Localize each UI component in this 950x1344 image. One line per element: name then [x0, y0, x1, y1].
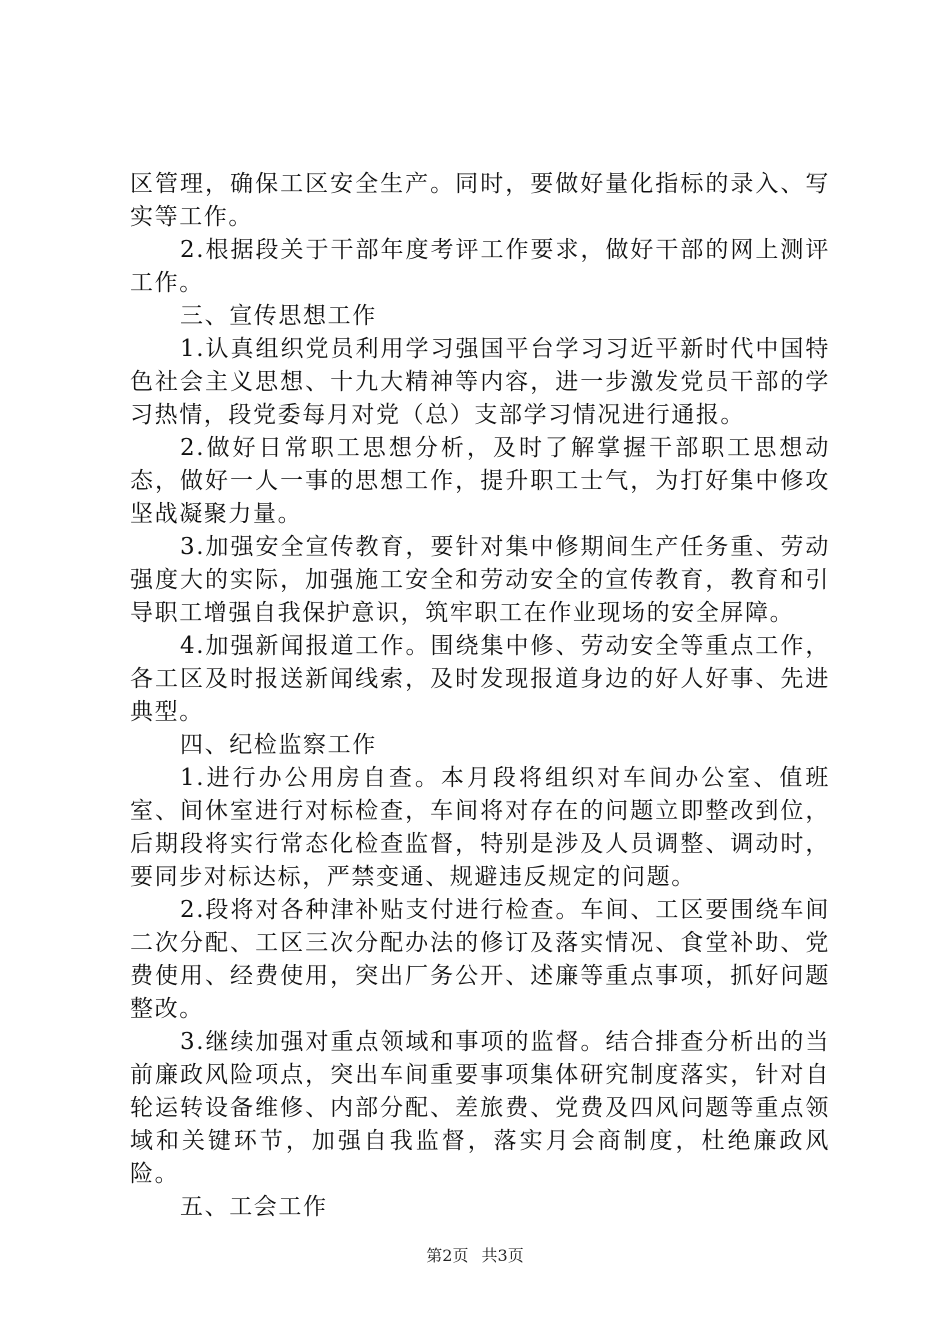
page-footer	[0, 1245, 950, 1267]
section-heading: 五、工会工作	[180, 1194, 328, 1220]
section-heading: 四、纪检监察工作	[180, 732, 377, 758]
paragraph-item: 2.根据段关于干部年度考评工作要求，做好干部的网上测评工作。	[130, 237, 830, 296]
paragraph-continuation: 区管理，确保工区安全生产。同时，要做好量化指标的录入、写实等工作。	[130, 171, 830, 230]
paragraph-item: 4.加强新闻报道工作。围绕集中修、劳动安全等重点工作，各工区及时报送新闻线索，及时发现报道身边的好人好事、先进典型。	[130, 633, 830, 725]
paragraph-item: 3.加强安全宣传教育，要针对集中修期间生产任务重、劳动强度大的实际，加强施工安全和劳动安全的宣传教育，教育和引导职工增强自我保护意识，筑牢职工在作业现场的安全屏障。	[130, 534, 830, 626]
document-body	[130, 168, 830, 1224]
section-heading: 三、宣传思想工作	[180, 303, 377, 329]
paragraph-item: 2.段将对各种津补贴支付进行检查。车间、工区要围绕车间二次分配、工区三次分配办法的修订及落实情况、食堂补助、党费使用、经费使用，突出厂务公开、述廉等重点事项，抓好问题整改。	[130, 897, 830, 1022]
paragraph-item: 3.继续加强对重点领域和事项的监督。结合排查分析出的当前廉政风险项点，突出车间重要事项集体研究制度落实，针对自轮运转设备维修、内部分配、差旅费、党费及四风问题等重点领域和关键环节，加强自我监督，落实月会商制度，杜绝廉政风险。	[130, 1029, 830, 1187]
page-number: 第2页	[426, 1246, 469, 1265]
paragraph-item: 1.进行办公用房自查。本月段将组织对车间办公室、值班室、间休室进行对标检查，车间将对存在的问题立即整改到位，后期段将实行常态化检查监督，特别是涉及人员调整、调动时，要同步对标达标，严禁变通、规避违反规定的问题。	[130, 765, 830, 890]
paragraph-item: 1.认真组织党员利用学习强国平台学习习近平新时代中国特色社会主义思想、十九大精神等内容，进一步激发党员干部的学习热情，段党委每月对党（总）支部学习情况进行通报。	[130, 336, 830, 428]
total-pages: 共3页	[481, 1246, 524, 1265]
paragraph-item: 2.做好日常职工思想分析，及时了解掌握干部职工思想动态，做好一人一事的思想工作，提升职工士气，为打好集中修攻坚战凝聚力量。	[130, 435, 830, 527]
